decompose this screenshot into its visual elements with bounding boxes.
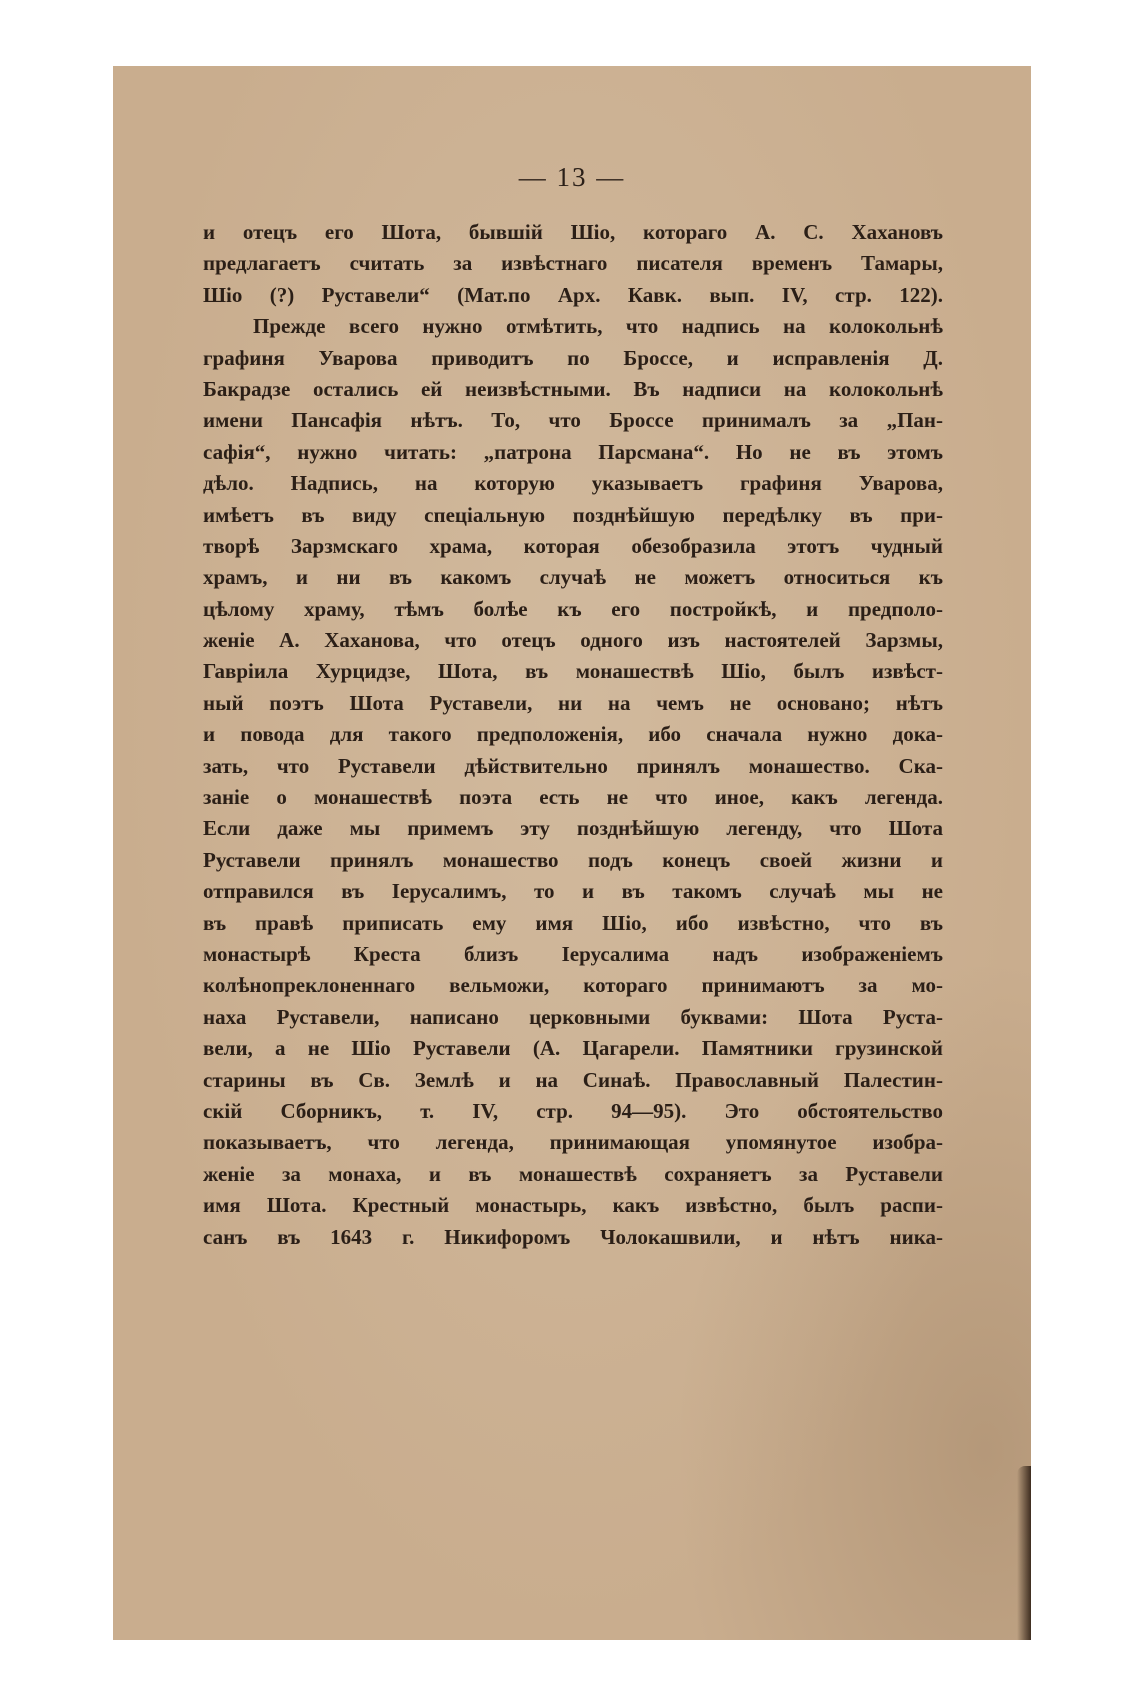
text-line: Прежде всего нужно отмѣтить, что надпись на колокольнѣ [253,314,943,339]
text-line: скій Сборникъ, т. IV, стр. 94—95). Это обстоятельство [203,1098,943,1123]
text-line: показываетъ, что легенда, принимающая упомянутое изобра- [203,1130,943,1155]
text-line: имя Шота. Крестный монастырь, какъ извѣстно, былъ распи- [203,1193,943,1218]
text-line: Гавріила Хурцидзе, Шота, въ монашествѣ Шіо, былъ извѣст- [203,659,943,684]
text-line: цѣлому храму, тѣмъ болѣе къ его постройкѣ, и предполо- [203,596,943,621]
text-line: сафія“, нужно читать: „патрона Парсмана“. Но не въ этомъ [203,439,943,464]
text-line: наха Руставели, написано церковными буквами: Шота Руста- [203,1004,943,1029]
text-line: колѣнопреклоненнаго вельможи, котораго принимаютъ за мо- [203,973,943,998]
text-line: въ правѣ приписать ему имя Шіо, ибо извѣстно, что въ [203,910,943,935]
text-line: Руставели принялъ монашество подъ конецъ своей жизни и [203,847,943,872]
text-line: Бакрадзе остались ей неизвѣстными. Въ надписи на колокольнѣ [203,376,943,401]
text-line: зать, что Руставели дѣйствительно принялъ монашество. Ска- [203,753,943,778]
text-line: санъ въ 1643 г. Никифоромъ Чолокашвили, и нѣтъ ника- [203,1224,943,1249]
text-line: отправился въ Іерусалимъ, то и въ такомъ случаѣ мы не [203,879,943,904]
page-number: — 13 — [518,162,626,192]
text-line: имени Пансафія нѣтъ. То, что Броссе принималъ за „Пан- [203,408,943,433]
text-line: вели, а не Шіо Руставели (А. Цагарели. Памятники грузинской [203,1036,943,1061]
text-line: творѣ Зарзмскаго храма, которая обезобразила этотъ чудный [203,533,943,558]
text-line: графиня Уварова приводитъ по Броссе, и исправленія Д. [203,345,943,370]
text-line: Если даже мы примемъ эту позднѣйшую легенду, что Шота [203,816,943,841]
text-line: предлагаетъ считать за извѣстнаго писателя временъ Тамары, [203,251,943,276]
text-line: дѣло. Надпись, на которую указываетъ графиня Уварова, [203,471,943,496]
text-line: храмъ, и ни въ какомъ случаѣ не можетъ относиться къ [203,565,943,590]
text-line: Шіо (?) Руставели“ (Мат.по Арх. Кавк. вып. IV, стр. 122). [203,282,943,307]
text-line: и повода для такого предположенія, ибо сначала нужно дока- [203,722,943,747]
text-line: и отецъ его Шота, бывшій Шіо, котораго А. С. Хахановъ [203,220,943,244]
text-line: заніе о монашествѣ поэта есть не что иное, какъ легенда. [203,785,943,810]
text-line: женіе за монаха, и въ монашествѣ сохраняетъ за Руставели [203,1161,943,1186]
text-line: старины въ Св. Землѣ и на Синаѣ. Православный Палестин- [203,1067,943,1092]
scanned-page [113,66,1031,1640]
text-line: женіе А. Хаханова, что отецъ одного изъ настоятелей Зарзмы, [203,628,943,653]
text-line: ный поэтъ Шота Руставели, ни на чемъ не основано; нѣтъ [203,690,943,715]
text-line: монастырѣ Креста близъ Іерусалима надъ изображеніемъ [203,941,943,966]
text-line: имѣетъ въ виду спеціальную позднѣйшую передѣлку въ при- [203,502,943,527]
body-text [203,217,943,1253]
page-edge-shadow [1017,1466,1031,1640]
